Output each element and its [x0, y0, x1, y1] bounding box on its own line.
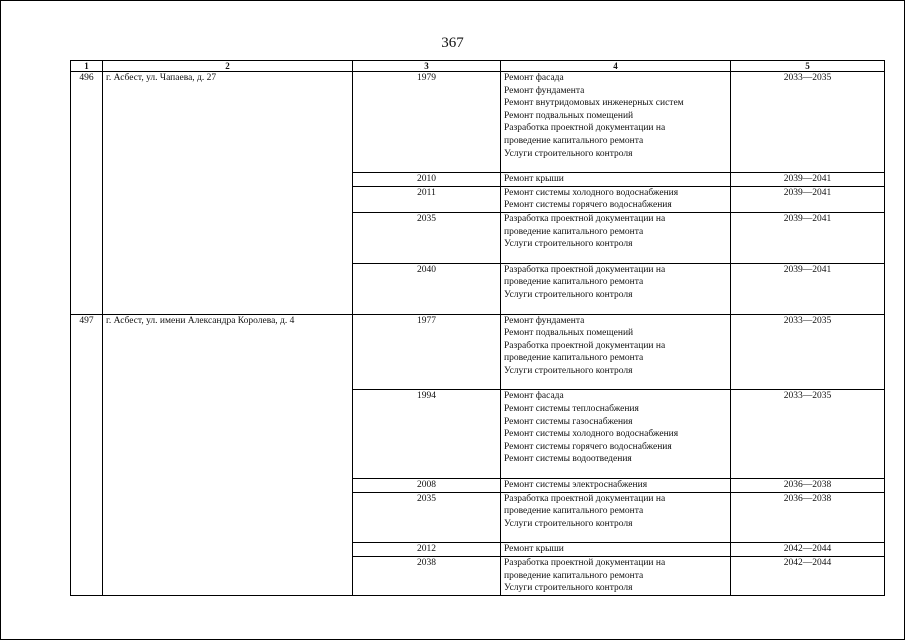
work-item: Услуги строительного контроля [504, 239, 633, 250]
column-header-2: 2 [103, 61, 353, 72]
column-header-4: 4 [501, 61, 731, 72]
year-cell: 2010 [353, 173, 501, 187]
work-item: проведение капитального ремонта [504, 570, 644, 581]
period-cell: 2042—2044 [731, 543, 885, 557]
table-row [71, 72, 885, 173]
work-item: Ремонт фундамента [504, 85, 585, 96]
work-item: Разработка проектной документации на [504, 340, 666, 351]
works-cell [501, 479, 731, 493]
period-cell: 2033—2035 [731, 314, 885, 390]
work-item: Ремонт внутридомовых инженерных систем [504, 98, 684, 109]
works-cell [501, 186, 731, 212]
column-header-1: 1 [71, 61, 103, 72]
header-row [71, 61, 885, 72]
column-header-5: 5 [731, 61, 885, 72]
work-item: Ремонт системы холодного водоснабжения [504, 429, 679, 440]
work-item: Ремонт системы газоснабжения [504, 416, 633, 427]
works-cell [501, 390, 731, 479]
period-cell: 2033—2035 [731, 72, 885, 173]
work-item: Ремонт фундамента [504, 315, 585, 326]
year-cell: 1979 [353, 72, 501, 173]
work-item: Услуги строительного контроля [504, 148, 633, 159]
table-body [71, 72, 885, 596]
work-item: Разработка проектной документации на [504, 123, 666, 134]
work-item: проведение капитального ремонта [504, 226, 644, 237]
work-item: Услуги строительного контроля [504, 583, 633, 594]
works-cell [501, 263, 731, 314]
work-item: Ремонт крыши [504, 174, 564, 185]
work-item: Ремонт системы горячего водоснабжения [504, 200, 672, 211]
work-item: Разработка проектной документации на [504, 264, 666, 275]
work-item: Услуги строительного контроля [504, 289, 633, 300]
work-item: Ремонт системы холодного водоснабжения [504, 187, 679, 198]
work-item: Услуги строительного контроля [504, 365, 633, 376]
year-cell: 2038 [353, 557, 501, 596]
page-number: 367 [441, 35, 464, 51]
period-cell: 2039—2041 [731, 263, 885, 314]
work-item: Ремонт крыши [504, 544, 564, 555]
period-cell: 2039—2041 [731, 186, 885, 212]
work-item: проведение капитального ремонта [504, 135, 644, 146]
object-address: г. Асбест, ул. имени Александра Королева, д. 4 [103, 314, 353, 595]
works-cell [501, 314, 731, 390]
work-item: Услуги строительного контроля [504, 518, 633, 529]
year-cell: 2008 [353, 479, 501, 493]
period-cell: 2033—2035 [731, 390, 885, 479]
object-number: 496 [71, 72, 103, 315]
work-item: Ремонт системы электроснабжения [504, 480, 648, 491]
period-cell: 2036—2038 [731, 492, 885, 543]
year-cell: 2040 [353, 263, 501, 314]
works-cell [501, 173, 731, 187]
work-item: Ремонт системы горячего водоснабжения [504, 441, 672, 452]
work-item: Ремонт фасада [504, 391, 564, 402]
capital-repair-table [70, 60, 885, 596]
works-cell [501, 557, 731, 596]
year-cell: 2012 [353, 543, 501, 557]
work-item: проведение капитального ремонта [504, 353, 644, 364]
works-cell [501, 492, 731, 543]
work-item: Ремонт подвальных помещений [504, 328, 634, 339]
year-cell: 1994 [353, 390, 501, 479]
object-number: 497 [71, 314, 103, 595]
year-cell: 2035 [353, 492, 501, 543]
work-item: Ремонт фасада [504, 73, 564, 83]
column-header-3: 3 [353, 61, 501, 72]
table-row [71, 314, 885, 390]
work-item: Разработка проектной документации на [504, 493, 666, 504]
work-item: проведение капитального ремонта [504, 277, 644, 288]
work-item: Разработка проектной документации на [504, 213, 666, 224]
work-item: Ремонт системы теплоснабжения [504, 404, 639, 415]
object-address: г. Асбест, ул. Чапаева, д. 27 [103, 72, 353, 315]
work-item: Ремонт системы водоотведения [504, 454, 632, 465]
period-cell: 2042—2044 [731, 557, 885, 596]
works-cell [501, 72, 731, 173]
year-cell: 1977 [353, 314, 501, 390]
work-item: Ремонт подвальных помещений [504, 110, 634, 121]
year-cell: 2035 [353, 212, 501, 263]
period-cell: 2039—2041 [731, 173, 885, 187]
works-cell [501, 212, 731, 263]
period-cell: 2036—2038 [731, 479, 885, 493]
year-cell: 2011 [353, 186, 501, 212]
works-cell [501, 543, 731, 557]
work-item: проведение капитального ремонта [504, 506, 644, 517]
work-item: Разработка проектной документации на [504, 558, 666, 568]
period-cell: 2039—2041 [731, 212, 885, 263]
